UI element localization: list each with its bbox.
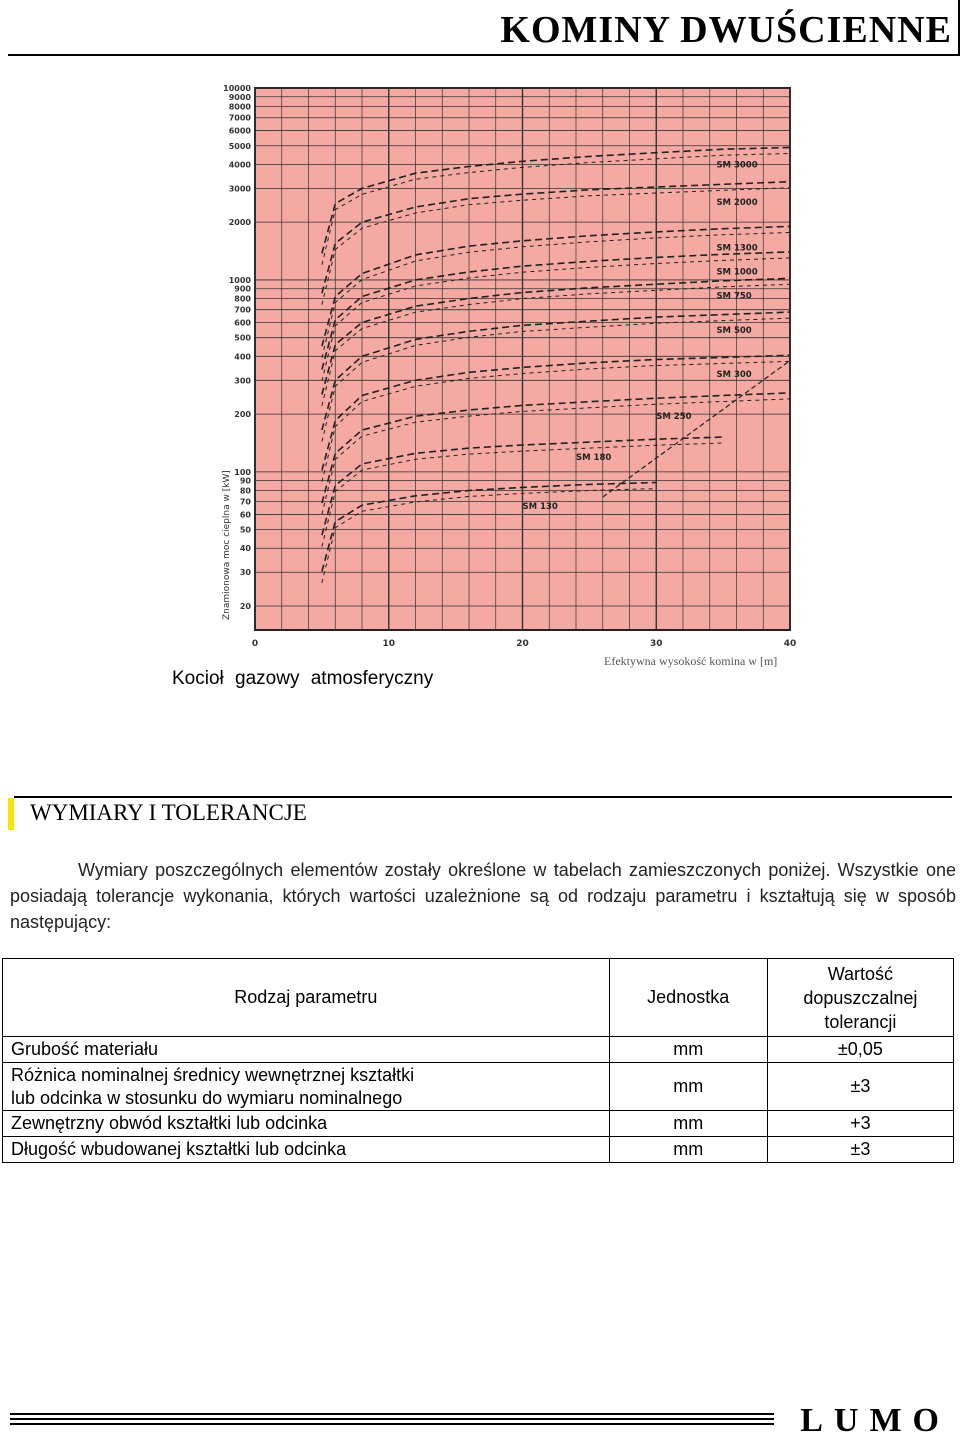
page-title: KOMINY DWUŚCIENNE xyxy=(500,9,952,51)
table-row xyxy=(3,1063,954,1111)
y-tick-label: 6000 xyxy=(228,126,251,136)
company-logo: LUMO xyxy=(800,1402,950,1439)
header-rule xyxy=(8,54,960,56)
cell-value: ±0,05 xyxy=(767,1037,953,1063)
y-tick-label: 7000 xyxy=(228,113,251,123)
cell-unit: mm xyxy=(609,1137,767,1163)
section-title: WYMIARY I TOLERANCJE xyxy=(30,800,307,825)
x-tick-label: 10 xyxy=(382,639,396,649)
chart-caption: Kocioł gazowy atmosferyczny xyxy=(172,668,434,689)
cell-param: Różnica nominalnej średnicy wewnętrznej kształtki lub odcinka w stosunku do wymiaru nominalnego xyxy=(3,1063,610,1111)
y-tick-label: 40 xyxy=(239,544,251,554)
table-row xyxy=(3,1111,954,1137)
y-tick-label: 2000 xyxy=(228,218,251,228)
y-axis-label: Znamionowa moc cieplna w [kW] xyxy=(222,470,232,620)
cell-unit: mm xyxy=(609,1111,767,1137)
series-label: SM 3000 xyxy=(716,160,758,171)
y-tick-label: 400 xyxy=(234,352,251,362)
series-label: SM 130 xyxy=(522,502,558,513)
y-tick-label: 80 xyxy=(239,486,251,496)
y-tick-label: 8000 xyxy=(228,102,251,112)
series-label: SM 180 xyxy=(576,453,612,464)
y-tick-label: 50 xyxy=(239,525,251,535)
header-value: Wartość dopuszczalnej tolerancji xyxy=(767,959,953,1037)
x-tick-label: 30 xyxy=(649,639,663,649)
y-tick-label: 200 xyxy=(234,410,251,420)
section-marker xyxy=(8,798,14,830)
y-tick-label: 60 xyxy=(239,510,251,520)
cell-param: Zewnętrzny obwód kształtki lub odcinka xyxy=(3,1111,610,1137)
series-label: SM 1000 xyxy=(716,267,758,278)
y-tick-label: 3000 xyxy=(228,184,251,194)
cell-unit: mm xyxy=(609,1037,767,1063)
y-tick-label: 500 xyxy=(234,333,251,343)
intro-paragraph-text: Wymiary poszczególnych elementów zostały określone w tabelach zamieszczonych poniżej. Wszystkie one posiadają tolerancje wykonania, których wartości uzależnione są od rodzaju parametru i kształtują się w sposób następujący: xyxy=(10,860,956,932)
header-param: Rodzaj parametru xyxy=(3,959,610,1037)
y-tick-label: 90 xyxy=(239,476,251,486)
cell-value: ±3 xyxy=(767,1063,953,1111)
y-tick-label: 900 xyxy=(234,284,251,294)
y-tick-label: 4000 xyxy=(228,160,251,170)
cell-param: Grubość materiału xyxy=(3,1037,610,1063)
intro-paragraph xyxy=(10,857,956,935)
x-tick-label: 40 xyxy=(783,639,797,649)
series-label: SM 300 xyxy=(716,370,752,381)
y-tick-label: 800 xyxy=(234,294,251,304)
cell-unit: mm xyxy=(609,1063,767,1111)
tolerance-table xyxy=(2,958,954,1163)
y-tick-label: 5000 xyxy=(228,141,251,151)
y-tick-label: 70 xyxy=(239,497,251,507)
series-label: SM 500 xyxy=(716,325,752,336)
series-label: SM 1300 xyxy=(716,243,758,254)
y-tick-label: 30 xyxy=(239,568,251,578)
cell-value: ±3 xyxy=(767,1137,953,1163)
chimney-capacity-chart xyxy=(215,78,805,650)
table-row xyxy=(3,1137,954,1163)
cell-param: Długość wbudowanej kształtki lub odcinka xyxy=(3,1137,610,1163)
table-header-row xyxy=(3,959,954,1037)
y-tick-label: 10000 xyxy=(223,84,251,93)
series-label: SM 750 xyxy=(716,291,752,302)
x-tick-label: 20 xyxy=(516,639,529,649)
y-tick-label: 9000 xyxy=(228,92,251,102)
y-tick-label: 20 xyxy=(239,602,251,612)
y-tick-label: 600 xyxy=(234,318,251,328)
series-label: SM 250 xyxy=(656,412,692,423)
footer-rule xyxy=(10,1413,774,1427)
table-row xyxy=(3,1037,954,1063)
x-tick-label: 0 xyxy=(251,639,259,649)
header-unit: Jednostka xyxy=(609,959,767,1037)
y-tick-label: 100 xyxy=(234,467,251,477)
cell-value: +3 xyxy=(767,1111,953,1137)
y-tick-label: 1000 xyxy=(228,275,251,285)
x-axis-label: Efektywna wysokość komina w [m] xyxy=(604,654,778,668)
y-tick-label: 300 xyxy=(234,376,251,386)
y-tick-label: 700 xyxy=(234,305,251,315)
section-rule xyxy=(14,796,952,798)
series-label: SM 2000 xyxy=(716,198,758,209)
